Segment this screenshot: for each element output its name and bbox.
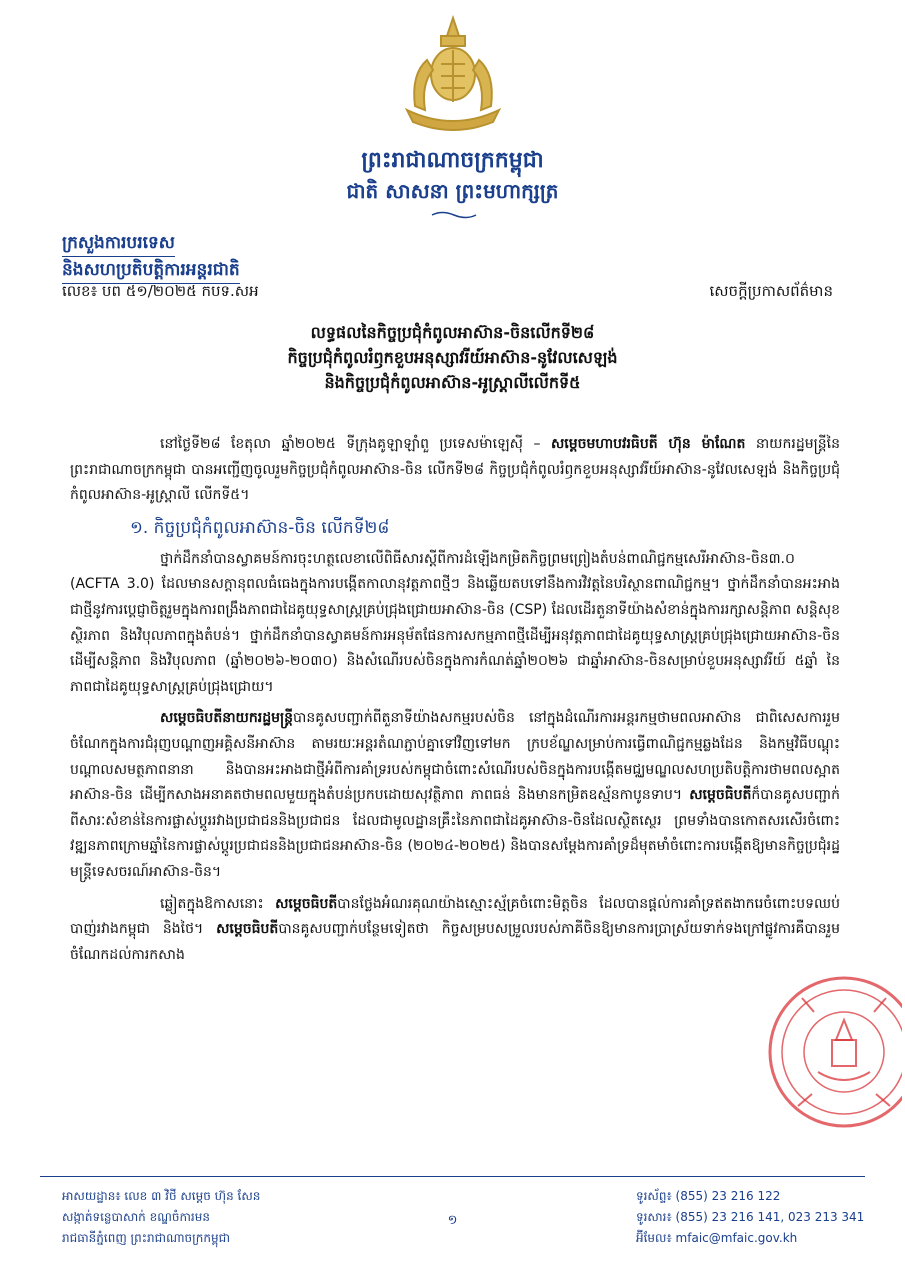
ministry-name-line2: និងសហប្រតិបត្តិការអន្តរជាតិ: [62, 257, 240, 284]
title-line: លទ្ធផលនៃកិច្ចប្រជុំកំពូលអាស៊ាន-ចិនលើកទី២៨: [310, 323, 595, 342]
footer-contact: [636, 1186, 864, 1249]
body-paragraph: សម្តេចធិបតីនាយករដ្ឋមន្ត្រីបានគូសបញ្ជាក់ពីតួនាទីយ៉ាងសកម្មរបស់ចិន នៅក្នុងដំណើរការអន្តរកម្មថាមពលអាស៊ាន ជាពិសេសការរួមចំណែកក្នុងការជំរុញបណ្តាញអគ្គិសនីអាស៊ាន តាមរយៈអន្តរតំណភ្ជាប់គ្នាទៅវិញទៅមក ក្របខ័ណ្ឌសម្រាប់ការធ្វើពាណិជ្ជកម្មឆ្លងដែន និងកម្មវិធីបណ្តុះបណ្តាលសមត្ថភាពនានា និងបានអះអាងជាថ្មីអំពីការគាំទ្ររបស់កម្ពុជាចំពោះសំណើរបស់ចិនក្នុងការបង្កើតមជ្ឈមណ្ឌលសហប្រតិបត្តិការថាមពលស្អាតអាស៊ាន-ចិន ដើម្បីកសាងអនាគតថាមពលមួយក្នុងតំបន់ប្រកបដោយសុវត្ថិភាព ភាពធន់ និងមានកម្រិតឧស្ម័នកាបូនទាប។ សម្តេចធិបតីក៏បានគូសបញ្ជាក់ពីសារៈសំខាន់នៃការផ្លាស់ប្តូររវាងប្រជាជននិងប្រជាជន ដែលជាមូលដ្ឋានគ្រឹះនៃភាពជាដៃគូអាស៊ាន-ចិនដែលស្ថិតស្ថេរ ព្រមទាំងបានកោតសរសើរចំពោះវឌ្ឍនភាពក្រោមឆ្នាំនៃការផ្លាស់ប្តូរប្រជាជននិងប្រជាជនអាស៊ាន-ចិន (២០២៤-២០២៥) និងបានសម្តែងការគាំទ្រដ៏មុតមាំចំពោះការបង្កើតឱ្យមានកិច្ចប្រជុំរដ្ឋមន្ត្រីទេសចរណ៍អាស៊ាន-ចិន។: [70, 710, 840, 880]
section-heading: ១. កិច្ចប្រជុំកំពូលអាស៊ាន-ចិន លើកទី២៨: [130, 517, 390, 538]
official-seal-stamp: [762, 968, 902, 1138]
kingdom-name: ព្រះរាជាណាចក្រកម្ពុជា: [361, 148, 544, 173]
fax: ទូរសារ៖ (855) 23 216 141, 023 213 341: [636, 1210, 865, 1224]
pm-name: សម្តេចមហាបវរធិបតី ហ៊ុន ម៉ាណែត: [550, 436, 746, 452]
reference-number: លេខ៖ បព ៥១/២០២៥ កបទ.សអ: [62, 282, 259, 300]
document-body: [70, 432, 840, 968]
footer-divider: [40, 1176, 865, 1177]
ministry-name: [62, 230, 240, 284]
national-motto: ជាតិ សាសនា ព្រះមហាក្សត្រ: [346, 179, 559, 203]
document-type: សេចក្តីប្រកាសព័ត៌មាន: [709, 282, 833, 300]
intro-paragraph: នៅថ្ងៃទី២៨ ខែតុលា ឆ្នាំ២០២៥ ទីក្រុងគូឡាឡាំពួ ប្រទេសម៉ាឡេស៊ី – សម្តេចមហាបវរធិបតី ហ៊ុន ម៉ាណែត នាយករដ្ឋមន្ត្រីនៃព្រះរាជាណាចក្រកម្ពុជា បានអញ្ជើញចូលរួមកិច្ចប្រជុំកំពូលអាស៊ាន-ចិន លើកទី២៨ កិច្ចប្រជុំកំពូលរំឭកខួបអនុស្សាវរីយ៍អាស៊ាន-នូវែលសេឡង់ និងកិច្ចប្រជុំកំពូលអាស៊ាន-អូស្ត្រាលី លើកទី៥។: [70, 436, 841, 504]
document-title: [0, 320, 905, 395]
email: អ៊ីមែល៖ mfaic@mfaic.gov.kh: [636, 1231, 798, 1245]
ornamental-divider-icon: [430, 210, 478, 220]
title-line: កិច្ចប្រជុំកំពូលរំឭកខួបអនុស្សាវរីយ៍អាស៊ាន-នូវែលសេឡង់: [287, 348, 618, 367]
phone: ទូរស័ព្ទ៖ (855) 23 216 122: [636, 1189, 781, 1203]
body-paragraph: ឆ្លៀតក្នុងឱកាសនោះ សម្តេចធិបតីបានថ្លែងអំណរគុណយ៉ាងស្មោះស្ម័គ្រចំពោះមិត្តចិន ដែលបានផ្តល់ការគាំទ្រឥតងាករេចំពោះបទឈប់បាញ់រវាងកម្ពុជា និងថៃ។ សម្តេចធិបតីបានគូសបញ្ជាក់បន្ថែមទៀតថា កិច្ចសម្របសម្រួលរបស់ភាគីចិនឱ្យមានការប្រាស្រ័យទាក់ទងក្រៅផ្លូវការគឺបានរួមចំណែកដល់ការកសាង: [70, 895, 840, 963]
body-paragraph: ថ្នាក់ដឹកនាំបានស្វាគមន៍ការចុះហត្ថលេខាលើពិធីសារស្តីពីការដំឡើងកម្រិតកិច្ចព្រមព្រៀងតំបន់ពាណិជ្ជកម្មសេរីអាស៊ាន-ចិន៣.០ (ACFTA 3.0) ដែលមានសក្តានុពលធំធេងក្នុងការបង្កើតកាលានុវត្តភាពថ្មីៗ និងឆ្លើយតបទៅនឹងការវិវត្តនៃបរិស្ថានពាណិជ្ជកម្ម។ ថ្នាក់ដឹកនាំបានអះអាងជាថ្មីនូវការប្តេជ្ញាចិត្តរួមក្នុងការពង្រឹងភាពជាដៃគូយុទ្ធសាស្ត្រគ្រប់ជ្រុងជ្រោយអាស៊ាន-ចិន (CSP) ដែលដើរតួនាទីយ៉ាងសំខាន់ក្នុងការរក្សាសន្តិភាព សន្តិសុខ ស្ថិរភាព និងវិបុលភាពក្នុងតំបន់។ ថ្នាក់ដឹកនាំបានស្វាគមន៍ការអនុម័តផែនការសកម្មភាពថ្មីដើម្បីអនុវត្តភាពជាដៃគូយុទ្ធសាស្ត្រគ្រប់ជ្រុងជ្រោយអាស៊ាន-ចិន ដើម្បីសន្តិភាព និងវិបុលភាព (ឆ្នាំ២០២៦-២០៣០) និងសំណើរបស់ចិនក្នុងការកំណត់ឆ្នាំ២០២៦ ជាឆ្នាំអាស៊ាន-ចិនសម្រាប់ខួបអនុស្សាវរីយ៍ ៥ឆ្នាំ នៃភាពជាដៃគូយុទ្ធសាស្ត្រគ្រប់ជ្រុងជ្រោយ។: [70, 550, 840, 695]
title-line: និងកិច្ចប្រជុំកំពូលអាស៊ាន-អូស្ត្រាលីលើកទី៥: [324, 373, 581, 392]
ministry-name-line1: ក្រសួងការបរទេស: [62, 230, 175, 257]
royal-coat-of-arms-emblem: [397, 14, 509, 138]
page-number: ១: [447, 1213, 458, 1228]
footer-address: អាសយដ្ឋាន៖ លេខ ៣ វិថី សម្តេច ហ៊ុន សែន សង្កាត់ទន្លេបាសាក់ ខណ្ឌចំការមន រាជធានីភ្នំពេញ ព្រះរាជាណាចក្រកម្ពុជា: [62, 1189, 261, 1245]
